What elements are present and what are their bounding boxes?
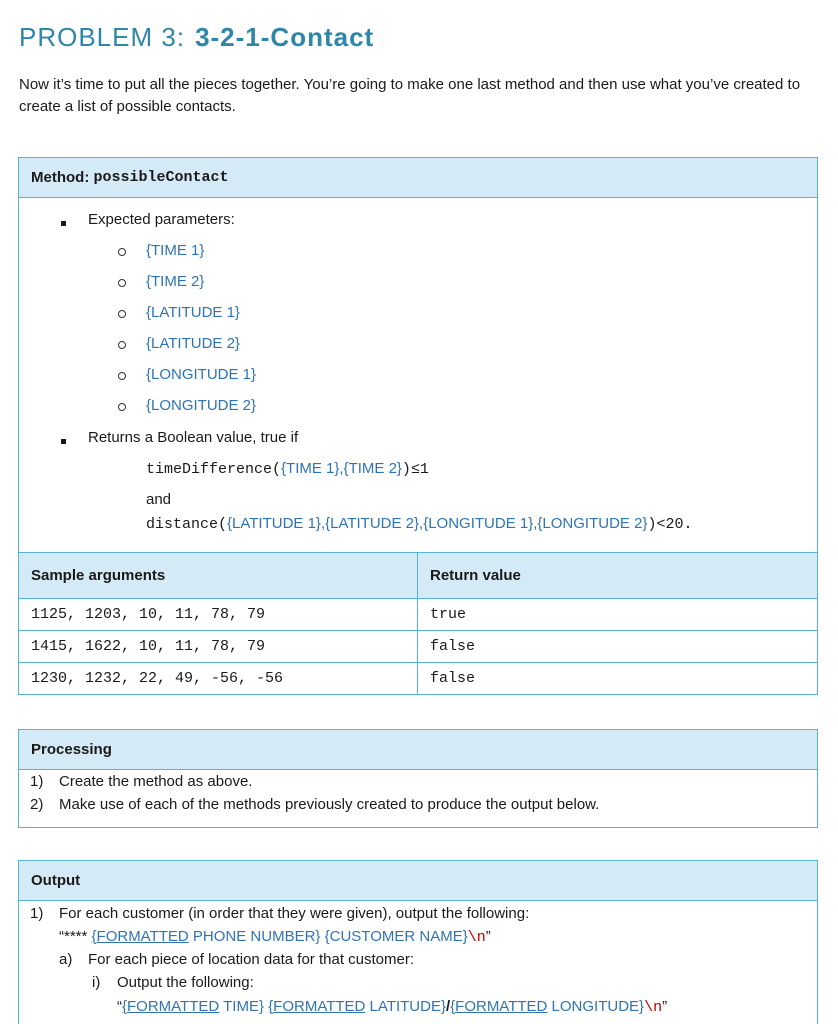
format-open-quote: “ [117,998,122,1015]
sample-args-cell: 1415, 1622, 10, 11, 78, 79 [19,631,418,663]
table-row [19,599,818,631]
bullet-square-icon [61,221,66,226]
slash-separator: / [445,998,451,1015]
output-subsubstep: Output the following: [117,974,254,991]
processing-box [18,729,818,828]
circle-bullet-icon [118,248,126,256]
newline-escape: \n [644,999,663,1016]
processing-step: Make use of each of the methods previously created to produce the output below. [59,796,600,813]
method-label: Method: [31,169,90,186]
bullet-square-icon [61,439,66,444]
and-label: and [146,491,172,508]
newline-escape: \n [467,929,486,946]
condition-time [146,460,429,478]
circle-bullet-icon [118,403,126,411]
problem-name: 3-2-1-Contact [195,22,375,52]
param-item: {LONGITUDE 2} [146,397,257,414]
return-value-cell: false [418,631,818,663]
sample-args-cell: 1125, 1203, 10, 11, 78, 79 [19,599,418,631]
longitude-format-b: LONGITUDE} [547,998,645,1015]
sample-arguments-table [18,552,818,695]
circle-bullet-icon [118,279,126,287]
customer-line-format [59,928,491,946]
time-difference-fn: timeDifference( [146,461,282,478]
latitude-format-b: LATITUDE} [365,998,446,1015]
format-open-quote: “**** [59,928,92,945]
returns-label: Returns a Boolean value, true if [88,429,299,446]
format-close-quote: ” [485,928,491,945]
return-value-cell: true [418,599,818,631]
method-header [19,158,817,198]
method-box [18,157,818,553]
distance-fn: distance( [146,516,228,533]
table-row [19,631,818,663]
phone-format-b: PHONE NUMBER} [188,928,321,945]
step-number: 1) [30,773,44,790]
processing-header: Processing [19,730,817,770]
sample-args-cell: 1230, 1232, 22, 49, -56, -56 [19,663,418,695]
circle-bullet-icon [118,372,126,380]
param-item: {LATITUDE 2} [146,335,240,352]
time-format-a: {FORMATTED [122,998,220,1015]
step-number: i) [92,974,101,991]
output-box [18,860,818,1024]
circle-bullet-icon [118,310,126,318]
customer-name-format: {CUSTOMER NAME} [320,928,468,945]
step-number: a) [59,951,73,968]
phone-format-a: {FORMATTED [91,928,189,945]
param-item: {LONGITUDE 1} [146,366,257,383]
distance-args: {LATITUDE 1},{LATITUDE 2},{LONGITUDE 1},{LONGITUDE 2} [227,515,648,532]
time-format-b: TIME} [219,998,264,1015]
table-header-row [19,553,818,599]
step-number: 2) [30,796,44,813]
return-value-header: Return value [418,553,818,599]
param-item: {TIME 1} [146,242,205,259]
step-number: 1) [30,905,44,922]
output-header: Output [19,861,817,901]
page-title [19,22,374,56]
circle-bullet-icon [118,341,126,349]
distance-condition-end: )<20. [647,516,693,533]
return-value-cell: false [418,663,818,695]
output-step: For each customer (in order that they were given), output the following: [59,905,530,922]
latitude-format-a: {FORMATTED [268,998,366,1015]
param-item: {LATITUDE 1} [146,304,240,321]
format-close-quote: ” [662,998,668,1015]
output-substep: For each piece of location data for that customer: [88,951,415,968]
method-name: possibleContact [93,169,229,186]
table-row [19,663,818,695]
time-args: {TIME 1},{TIME 2} [281,460,402,477]
time-condition-end: )≤1 [401,461,429,478]
condition-distance [146,515,692,533]
location-line-format [117,998,667,1016]
param-item: {TIME 2} [146,273,205,290]
processing-step: Create the method as above. [59,773,253,790]
longitude-format-a: {FORMATTED [450,998,548,1015]
problem-prefix: PROBLEM 3: [19,22,186,52]
sample-arguments-header: Sample arguments [19,553,418,599]
expected-parameters-label: Expected parameters: [88,211,235,228]
intro-paragraph: Now it’s time to put all the pieces together. You’re going to make one last method and then use what you’ve created to create a list of possible contacts. [19,76,801,115]
